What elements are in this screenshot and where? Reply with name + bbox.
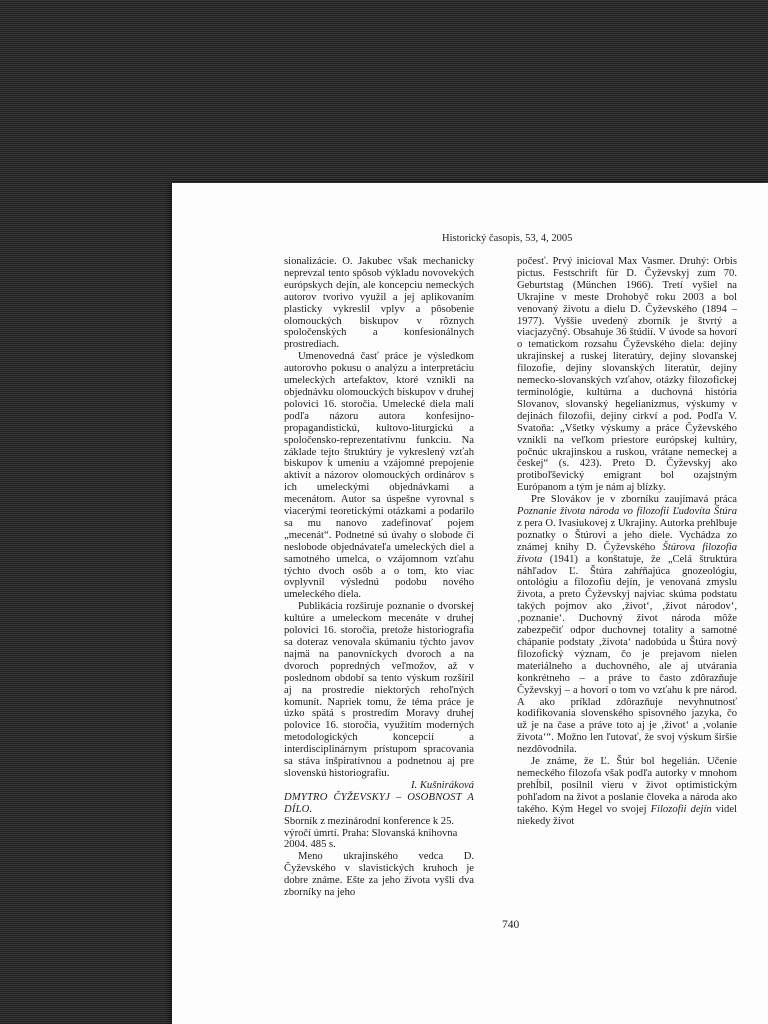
paragraph: sionalizácie. O. Jakubec však mechanicky neprevzal tento spôsob výkladu novovekých európskych dejín, ale koncepciu nemeckých autorov tvorivo využil a jej aplikovaním plasticky vykreslil vplyv a pôsobenie olomouckých biskupov v rôznych spoločenských a konfesionálnych prostrediach. [284, 256, 474, 351]
paragraph: Publikácia rozširuje poznanie o dvorskej kultúre a umeleckom mecenáte v druhej polovici 16. storočia, pretože historiografia sa doteraz venovala skúmaniu týchto javov najmä na panovníckych dvoroch a na dvoroch popredných veľmožov, až v poslednom období sa tento výskum rozšíril aj na prostredie niektorých rehoľných komunít. Napriek tomu, že téma práce je úzko spätá s prostredím Moravy druhej polovice 16. storočia, využitím moderných metodologických koncepcií a interdisciplinárnym prístupom spracovania sa stáva inšpiratívnou a podnetnou aj pre slovenskú historiografiu. [284, 601, 474, 779]
italic-title: Filozofii dejín [650, 803, 712, 815]
text-run: z pera O. Ivasiukovej z Ukrajiny. Autorka prehlbuje poznatky o Štúrovi a jeho diele. Vychádza zo známej knihy D. Čyževského [517, 517, 737, 553]
paragraph: Umenovedná časť práce je výsledkom autorovho pokusu o analýzu a interpretáciu umeleckých artefaktov, ktoré vznikli na objednávku olomouckých biskupov v druhej polovici 16. storočia. Umelecké diela mali podľa názoru autora konfesijno-propagandistickú, kultovo-liturgickú a spoločensko-reprezentatívnu funkciu. Na základe tejto štruktúry je vykreslený vzťah biskupov k umeniu a vzájomné prepojenie aktivít a názorov olomouckých ordinárov s ich umeleckými objednávkami a mecenátom. Autor sa úspešne vyrovnal s viacerými teoretickými otázkami a podarilo sa mu nanovo zadefinovať pojem „mecenát“. Podnetné sú úvahy o slobode či neslobode objednávateľa umeleckých diel a samotného umelca, o vzájomnom vzťahu týchto dvoch osôb a o tom, kto viac ovplyvnil výslednú podobu nového umeleckého diela. [284, 351, 474, 601]
reviewer-signature: I. Kušniráková [411, 779, 474, 791]
left-column [284, 256, 474, 899]
paragraph [517, 756, 737, 827]
paragraph: Meno ukrajinského vedca D. Čyževského v slavistických kruhoch je dobre známe. Ešte za jeho života vyšli dva zborníky na jeho [284, 851, 474, 899]
text-run: Je známe, že Ľ. Štúr bol hegelián. Učenie nemeckého filozofa však podľa autorky v mnohom prehĺbil, posilnil vieru v život optimistickým pohľadom na život a poslanie človeka a národa ako takého. Kým Hegel vo svojej [517, 756, 737, 815]
paragraph: počesť. Prvý inicioval Max Vasmer. Druhý: Orbis pictus. Festschrift für D. Čyževskyj zum 70. Geburtstag (München 1966). Tretí vyšiel na Ukrajine v meste Drohobyč roku 2003 a bol venovaný životu a dielu D. Čyževského (1894 – 1977). Vyššie uvedený zborník je štvrtý a viacjazyčný. Obsahuje 36 štúdií. V úvode sa hovorí o tematickom rozsahu Čyževského diela: dejiny ukrajinskej a ruskej literatúry, dejiny slovanskej filozofie, dejiny slovanských literatúr, dejiny nemecko-slovanských vzťahov, otázky filozofickej terminológie, kultúrna a duchovná história Slovanov, slovanský hegelianizmus, výskumy v dejinách filozofii, dejiny cirkví a pod. Podľa V. Svatoňa: „Všetky výskumy a práce Čyževského vznikli na veľkom priestore európskej kultúry, počnúc ukrajinskou a ruskou, vrátane nemeckej a českej“ (s. 423). Preto D. Čyževskyj ako protiboľševický emigrant bol ozajstným Európanom a tým je nám aj blízky. [517, 256, 737, 494]
reviewed-book-details: Sborník z mezinárodní konference k 25. výročí úmrtí. Praha: Slovanská knihovna 2004. 485 s. [284, 815, 458, 851]
italic-title: Poznanie života národa vo filozofii Ľudovíta Štúra [517, 506, 737, 518]
italic-title: Štúrova filozofia života [517, 541, 737, 565]
text-run: videl niekedy život [517, 803, 737, 827]
journal-page [172, 183, 768, 1024]
right-column [517, 256, 737, 828]
page-number: 740 [502, 919, 520, 931]
running-head: Historický časopis, 53, 4, 2005 [442, 233, 573, 244]
reviewed-book-title: DMYTRO ČYŽEVSKYJ – OSOBNOST A DÍLO. [284, 791, 474, 815]
paragraph [517, 494, 737, 756]
text-run: Pre Slovákov je v zborníku zaujímavá práca [531, 494, 737, 506]
text-run: (1941) a konštatuje, že „Celá štruktúra náhľadov Ľ. Štúra zahŕňajúca gnozeológiu, ontológiu a filozofiu dejín, je venovaná zmyslu života, a preto Čyževskyj najviac skúma podstatu takých pojmov ako ‚život‘, ‚život národov‘, ‚poznanie‘. Duchovný život národa môže zabezpečiť odpor duchovnej totality a samotné chápanie podstaty ‚života‘ nadobúda u Štúra nový filozofický význam, čo je prejavom nielen materiálneho a duchovného, ale aj utvárania konkrétneho – a práve to často zdôrazňuje Čyževskyj – a hovorí o tom vo vzťahu k pre národ. A ako príklad zdôrazňuje nevyhnutnosť kodifikovania slovenského spisovného jazyka, čo už je na čase a práve toto aj je ‚život‘ a ‚volanie života‘“. Možno len ľutovať, že svoj výskum širšie nezdôvodnila. [517, 553, 737, 756]
